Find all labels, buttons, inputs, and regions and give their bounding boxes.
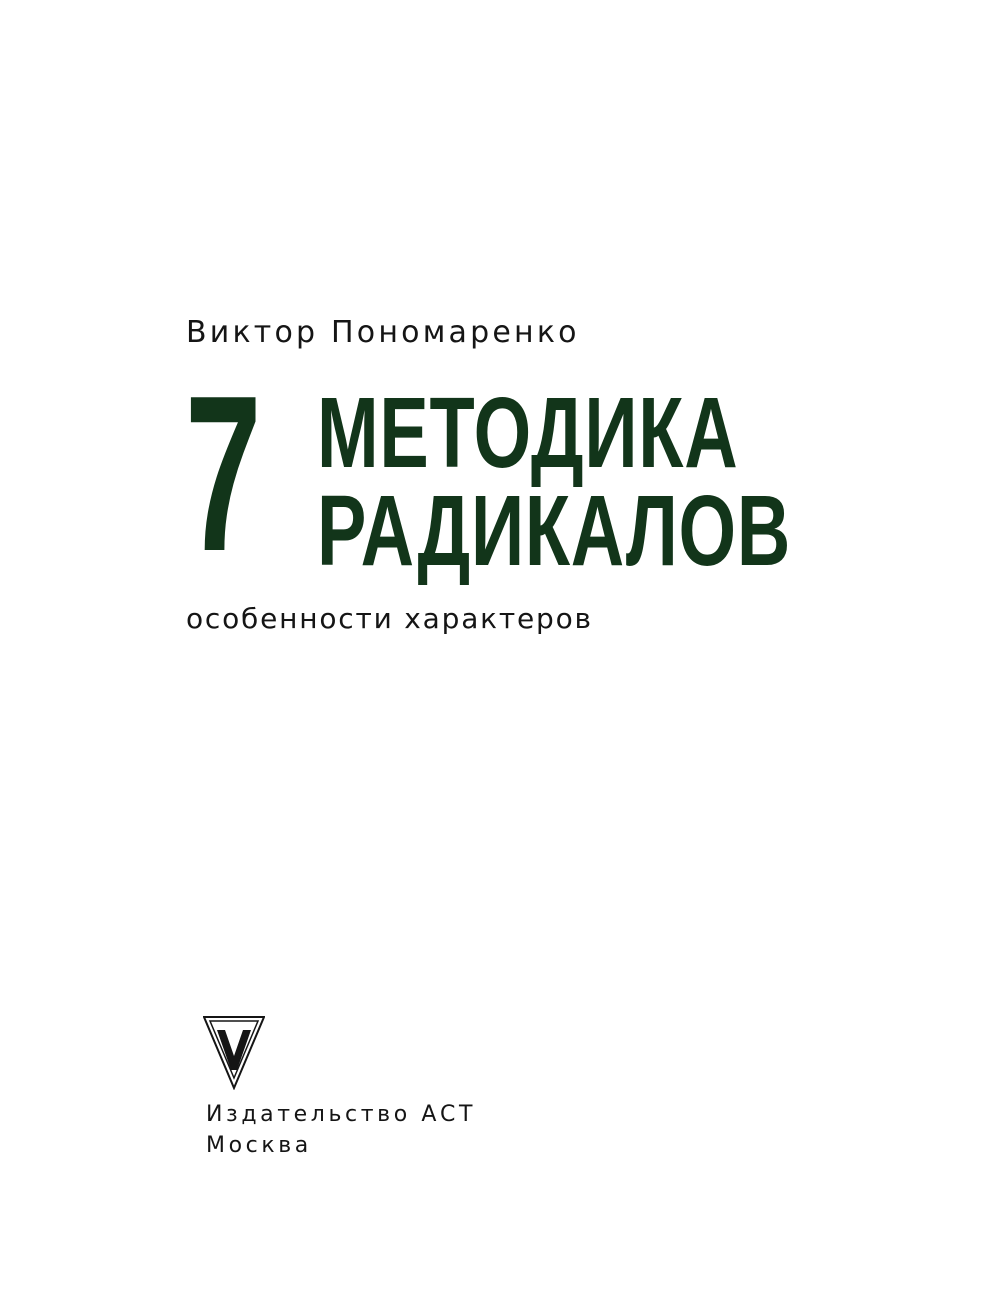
publisher-logo-icon [203, 1016, 265, 1090]
title-number: 7 [185, 350, 262, 598]
publisher-city: Москва [206, 1133, 312, 1158]
book-title [185, 350, 805, 598]
publisher-name: Издательство АСТ [206, 1102, 477, 1127]
title-line-1: МЕТОДИКА [317, 377, 739, 489]
subtitle: особенности характеров [186, 602, 593, 635]
author-name: Виктор Пономаренко [186, 315, 580, 350]
title-line-2: РАДИКАЛОВ [317, 475, 792, 587]
